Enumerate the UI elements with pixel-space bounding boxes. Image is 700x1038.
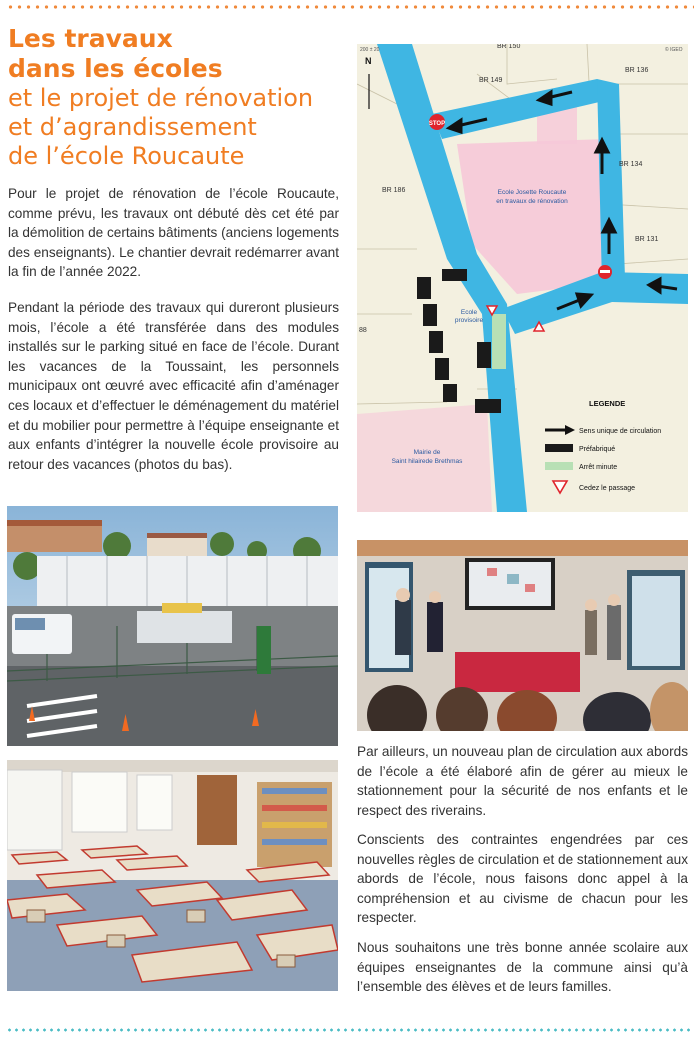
title-line-4: et d’agrandissement [8,113,257,141]
temp-school-label-2: provisoire [454,317,484,324]
photo-temporary-modules [7,506,338,746]
title-line-1: Les travaux [8,24,173,53]
school-label-2: en travaux de rénovation [496,198,568,205]
arret-minute-zone [492,314,506,369]
top-dotted-border [6,5,694,9]
legend-one-way: Sens unique de circulation [579,428,662,435]
paragraph-3: Par ailleurs, un nouveau plan de circulation aux abords de l’école a été élaboré afin de gérer au mieux le stationnement pour la sécurité de nos enfants et le respect des riverains. [357,744,688,818]
title-line-3: et le projet de rénovation [8,84,314,112]
mairie-label: Mairie de [413,449,441,456]
paragraph-4: Conscients des contraintes engendrées par ces nouvelles règles de circulation et de stationnement aux abords de l’école, nous faisons donc appel à la compréhension et au civisme de chacun pour les respecter. [357,832,688,926]
circulation-map [357,44,688,512]
parcel-label: BR 136 [625,67,649,74]
stop-label: STOP [428,121,446,127]
paragraph-2: Pendant la période des travaux qui dureront plusieurs mois, l’école a été transférée dans des modules installés sur le parking situé en face de l’école. Durant les vacances de la Toussaint, les personnels municipaux ont œuvré avec efficacité afin d’aménager ces locaux et d’effectuer le déménagement du matériel et du mobilier pour permettre à l’équipe enseignante et aux enfants d’intégrer la nouvelle école provisoire au retour des vacances (photos du bas). [8,300,339,472]
legend-prefab: Préfabriqué [579,446,616,453]
map-legend [545,399,661,493]
mairie-label-2: Saint hilairede Brethmas [391,458,463,465]
parcel-label: BR 131 [635,236,659,243]
north-label: N [365,56,372,66]
legend-arret: Arrêt minute [579,464,618,471]
legend-yield: Cedez le passage [579,485,636,492]
parcel-label: BR 134 [619,161,643,168]
temp-school-label: Ecole [460,309,478,316]
parcel-label: BR 186 [382,187,406,194]
paragraph-1: Pour le projet de rénovation de l’école Roucaute, comme prévu, les travaux ont débuté dès cet été par la démolition de certains bâtiments (anciens logements des enseignants). Le chantier devrait redémarrer avant la fin de l’année 2022. [8,186,339,280]
article-title [8,24,348,171]
legend-title: LEGENDE [589,399,626,408]
map-credit: © IGEO [665,47,683,53]
photo-meeting [357,540,688,731]
school-label: Ecole Josette Roucaute [497,189,567,196]
parcel-label: 88 [359,327,367,334]
bottom-dotted-border [6,1028,694,1032]
parcel-label: BR 149 [479,77,503,84]
title-line-5: de l’école Roucaute [8,142,245,170]
title-line-2: dans les écoles [8,54,223,83]
parcel-label: BR 150 [497,44,521,50]
paragraph-5: Nous souhaitons une très bonne année scolaire aux équipes enseignantes de la commune ainsi qu’à l’ensemble des élèves et de leurs familles. [357,940,688,995]
photo-classroom [7,760,338,991]
map-scale: 200 ± 20 [360,47,380,53]
